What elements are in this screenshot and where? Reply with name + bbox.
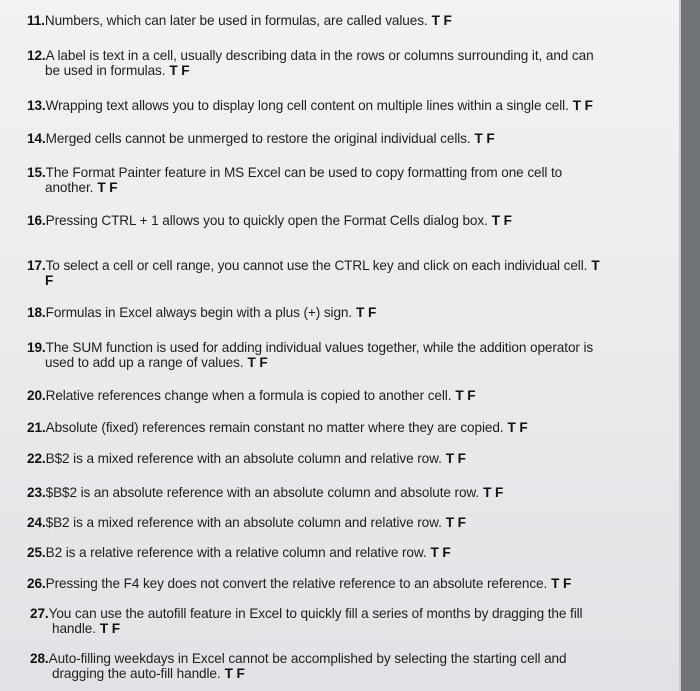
question-number: 25.: [27, 545, 46, 560]
question-number: 24.: [27, 515, 46, 530]
question-number: 13.: [27, 98, 46, 113]
question-text: A label is text in a cell, usually describing data in the rows or columns surrounding it, and can: [45, 48, 594, 63]
question-text: Absolute (fixed) references remain constant no matter where they are copied.: [45, 420, 504, 435]
question-22: [27, 451, 466, 466]
true-false-options: T F: [99, 621, 120, 636]
true-option: T: [591, 258, 600, 273]
question-text-continued: another.: [45, 180, 94, 195]
true-false-options: T F: [551, 576, 572, 591]
question-16: [27, 213, 512, 228]
question-text: You can use the autofill feature in Excel to quickly fill a series of months by dragging the fill: [48, 606, 583, 621]
question-19: [27, 340, 593, 370]
question-number: 28.: [30, 651, 49, 666]
question-number: 22.: [27, 451, 46, 466]
true-false-options: T F: [474, 131, 495, 146]
question-text: Numbers, which can later be used in formulas, are called values.: [44, 13, 428, 28]
question-text: $B2 is a mixed reference with an absolute column and relative row.: [45, 515, 442, 530]
question-15: [27, 165, 562, 195]
question-text: The SUM function is used for adding individual values together, while the addition operator is: [45, 340, 594, 355]
question-text-continued: used to add up a range of values.: [45, 355, 244, 370]
question-text: Formulas in Excel always begin with a plus (+) sign.: [45, 305, 353, 320]
question-text: $B$2 is an absolute reference with an absolute column and absolute row.: [45, 485, 480, 500]
true-false-options: T F: [483, 485, 504, 500]
question-number: 21.: [27, 420, 46, 435]
question-28: [30, 651, 566, 681]
question-21: [27, 420, 528, 435]
question-text: The Format Painter feature in MS Excel can be used to copy formatting from one cell to: [45, 165, 563, 180]
question-number: 16.: [27, 213, 46, 228]
question-27: [30, 606, 582, 636]
question-23: [27, 485, 503, 500]
question-11: [27, 13, 452, 28]
question-text: B2 is a relative reference with a relative column and relative row.: [45, 545, 427, 560]
question-text: Pressing the F4 key does not convert the relative reference to an absolute reference.: [45, 576, 548, 591]
false-option: F: [45, 273, 54, 288]
question-18: [27, 305, 376, 320]
question-24: [27, 515, 466, 530]
question-26: [27, 576, 571, 591]
true-false-options: T F: [430, 545, 451, 560]
question-number: 11.: [27, 13, 45, 28]
true-false-options: T F: [431, 13, 452, 28]
question-text: Pressing CTRL + 1 allows you to quickly open the Format Cells dialog box.: [45, 213, 488, 228]
true-false-options: T F: [455, 388, 476, 403]
question-number: 20.: [27, 388, 46, 403]
question-text-continued: handle.: [52, 621, 96, 636]
question-text-continued: be used in formulas.: [45, 63, 166, 78]
question-13: [27, 98, 593, 113]
true-false-options: T F: [491, 213, 512, 228]
true-false-options: T F: [572, 98, 593, 113]
true-false-options: T F: [507, 420, 528, 435]
question-text: To select a cell or cell range, you cannot use the CTRL key and click on each individual cell.: [45, 258, 588, 273]
true-false-options: T F: [445, 515, 466, 530]
question-text: B$2 is a mixed reference with an absolute column and relative row.: [45, 451, 442, 466]
question-number: 26.: [27, 576, 46, 591]
question-number: 17.: [27, 258, 46, 273]
question-14: [27, 131, 495, 146]
question-25: [27, 545, 451, 560]
question-number: 23.: [27, 485, 46, 500]
true-false-options: T F: [356, 305, 377, 320]
question-12: [27, 48, 594, 78]
question-number: 27.: [30, 606, 49, 621]
true-false-options: T F: [247, 355, 268, 370]
true-false-options: T F: [224, 666, 245, 681]
question-text: Auto-filling weekdays in Excel cannot be accomplished by selecting the starting cell and: [48, 651, 567, 666]
question-number: 12.: [27, 48, 46, 63]
true-false-options: T F: [97, 180, 118, 195]
question-number: 18.: [27, 305, 46, 320]
question-text-continued: dragging the auto-fill handle.: [52, 666, 221, 681]
question-number: 14.: [27, 131, 46, 146]
question-number: 15.: [27, 165, 46, 180]
true-false-options: T F: [445, 451, 466, 466]
question-17: [27, 258, 600, 288]
question-text: Wrapping text allows you to display long cell content on multiple lines within a single cell.: [45, 98, 569, 113]
question-20: [27, 388, 475, 403]
question-number: 19.: [27, 340, 46, 355]
true-false-options: T F: [169, 63, 190, 78]
question-text: Relative references change when a formula is copied to another cell.: [45, 388, 452, 403]
question-text: Merged cells cannot be unmerged to restore the original individual cells.: [45, 131, 471, 146]
